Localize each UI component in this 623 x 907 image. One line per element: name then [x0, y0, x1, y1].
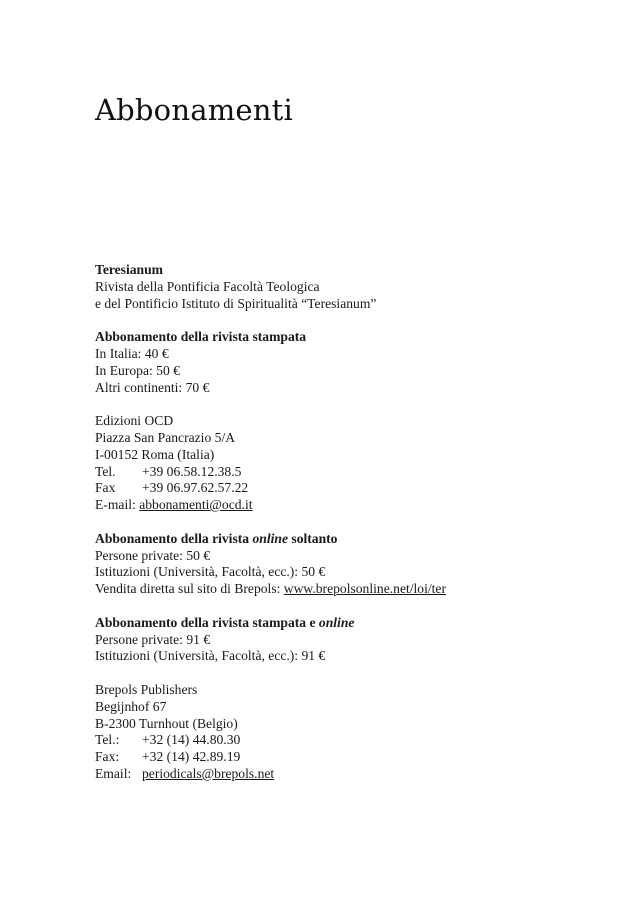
subscription-info	[95, 262, 565, 800]
page-title: Abbonamenti	[95, 93, 293, 127]
brepols-phone-label: Tel.:	[95, 732, 120, 748]
online-subscription-block	[95, 531, 565, 598]
journal-name: Teresianum	[95, 262, 163, 277]
online-direct-sale	[95, 581, 565, 598]
combo-price-private: Persone private: 91 €	[95, 631, 211, 647]
ocd-fax-label: Fax	[95, 480, 116, 496]
journal-description-line2: e del Pontificio Istituto di Spiritualità “Teresianum”	[95, 295, 377, 311]
ocd-phone-number: +39 06.58.12.38.5	[142, 463, 242, 479]
brepols-contact-block	[95, 682, 565, 783]
brepols-city: B-2300 Turnhout (Belgio)	[95, 715, 238, 731]
price-other-continents: Altri continenti: 70 €	[95, 379, 210, 395]
journal-block	[95, 262, 565, 312]
ocd-phone-label: Tel.	[95, 463, 116, 479]
ocd-email-link[interactable]: abbonamenti@ocd.it	[139, 497, 253, 513]
brepols-email	[95, 766, 565, 783]
combo-subscription-heading	[95, 615, 565, 632]
price-europe: In Europa: 50 €	[95, 362, 180, 378]
online-price-institutions: Istituzioni (Università, Facoltà, ecc.): 50 €	[95, 564, 326, 580]
online-direct-sale-text: Vendita diretta sul sito di Brepols:	[95, 581, 284, 597]
brepols-email-label: Email:	[95, 765, 132, 781]
combo-price-institutions: Istituzioni (Università, Facoltà, ecc.): 91 €	[95, 648, 326, 664]
ocd-phone	[95, 464, 565, 481]
brepols-email-link[interactable]: periodicals@brepols.net	[142, 765, 275, 781]
ocd-street: Piazza San Pancrazio 5/A	[95, 429, 236, 445]
online-subscription-heading	[95, 531, 565, 548]
online-heading-suffix: soltanto	[288, 530, 338, 546]
brepols-name: Brepols Publishers	[95, 681, 198, 697]
ocd-email	[95, 497, 565, 514]
combo-heading-emphasis: online	[318, 614, 355, 630]
ocd-contact-block	[95, 413, 565, 514]
print-subscription-heading: Abbonamento della rivista stampata	[95, 329, 307, 345]
print-subscription-block	[95, 329, 565, 396]
price-italy: In Italia: 40 €	[95, 345, 169, 361]
online-heading-prefix: Abbonamento della rivista	[95, 530, 253, 546]
brepols-street: Begijnhof 67	[95, 698, 167, 714]
brepols-fax-label: Fax:	[95, 749, 120, 765]
ocd-fax	[95, 480, 565, 497]
combo-subscription-block	[95, 615, 565, 665]
online-price-private: Persone private: 50 €	[95, 547, 211, 563]
ocd-name: Edizioni OCD	[95, 413, 174, 429]
brepols-phone	[95, 732, 565, 749]
combo-heading-prefix: Abbonamento della rivista stampata e	[95, 614, 319, 630]
journal-description-line1: Rivista della Pontificia Facoltà Teologica	[95, 278, 320, 294]
brepols-fax	[95, 749, 565, 766]
brepolsonline-link[interactable]: www.brepolsonline.net/loi/ter	[283, 581, 446, 597]
brepols-fax-number: +32 (14) 42.89.19	[142, 749, 241, 765]
ocd-city: I-00152 Roma (Italia)	[95, 446, 215, 462]
ocd-email-label: E-mail:	[95, 497, 136, 513]
ocd-fax-number: +39 06.97.62.57.22	[142, 480, 249, 496]
brepols-phone-number: +32 (14) 44.80.30	[142, 732, 241, 748]
online-heading-emphasis: online	[252, 530, 288, 546]
